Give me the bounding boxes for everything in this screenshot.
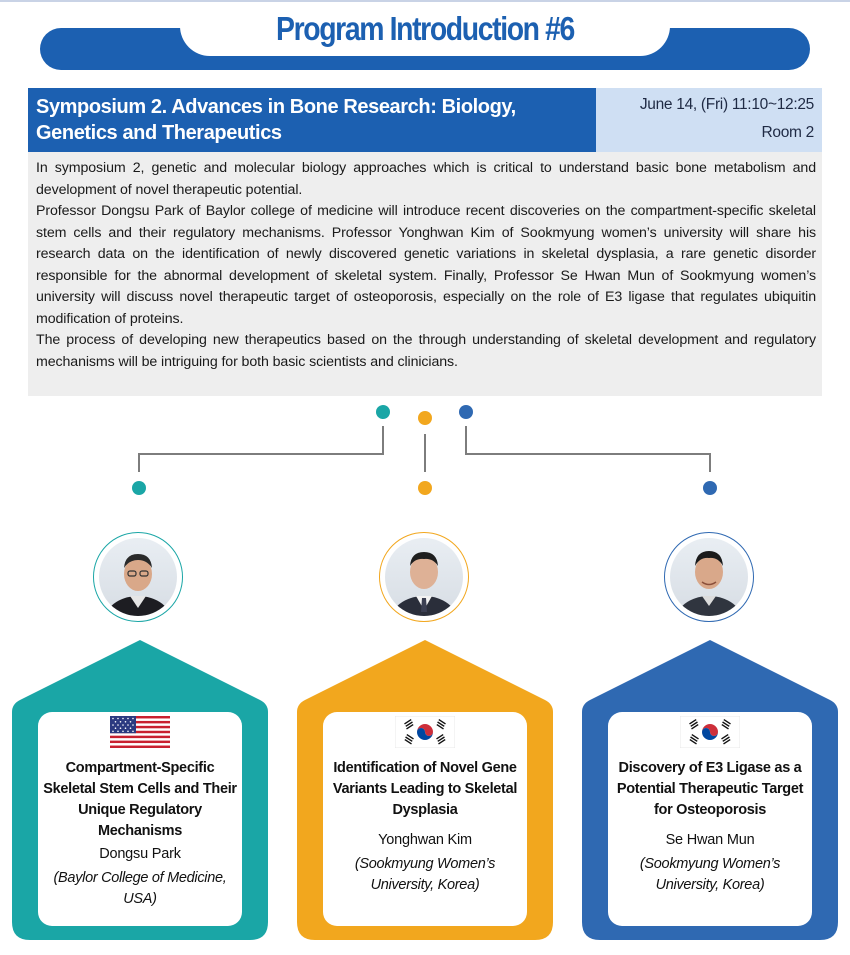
symposium-room: Room 2	[761, 124, 814, 141]
usa-flag-icon	[110, 716, 170, 748]
description-paragraph: The process of developing new therapeutics based on the through understanding of skeletal development and regulatory mechanisms will be intriguing for both basic scientists and clinicians.	[36, 332, 816, 370]
speaker-photo-se-hwan-mun	[664, 532, 754, 622]
person-icon	[385, 538, 463, 616]
speaker-name: Se Hwan Mun	[665, 832, 755, 848]
symposium-title-line2: Genetics and Therapeutics	[36, 122, 282, 144]
speaker-affiliation: (Sookmyung Women’s University, Korea)	[639, 856, 781, 893]
symposium-date: June 14, (Fri) 11:10~12:25	[639, 96, 814, 113]
person-icon	[99, 538, 177, 616]
description-paragraph: In symposium 2, genetic and molecular biology approaches which is critical to understand basic bone metabolism and development of novel therapeutic potential.	[36, 160, 816, 198]
korea-flag-icon	[395, 716, 455, 748]
speaker-photo-yonghwan-kim	[379, 532, 469, 622]
talk-title: Discovery of E3 Ligase as a Potential Therapeutic Target for Osteoporosis	[616, 760, 804, 818]
speaker-photo-dongsu-park	[93, 532, 183, 622]
speaker-card-3	[608, 712, 812, 926]
page-title: Program Introduction #6	[276, 10, 574, 47]
speaker-affiliation: (Sookmyung Women’s University, Korea)	[354, 856, 496, 893]
avatar	[670, 538, 748, 616]
description-paragraph: Professor Dongsu Park of Baylor college of medicine will introduce recent discoveries on the compartment-specific skeletal stem cells and their regulatory mechanisms. Professor Yonghwan Kim of Sookmyung women’s university will share his research data on the identification of newly discovered genetic variations in skeletal dysplasia, a rare genetic disorder responsible for the abnormal development of skeletal system. Finally, Professor Se Hwan Mun of Sookmyung women’s university will discuss novel therapeutic target of osteoporosis, especially on the role of E3 ligase that regulates ubiquitin modification of proteins.	[36, 203, 816, 327]
speaker-name: Dongsu Park	[99, 846, 181, 862]
speaker-card-1	[38, 712, 242, 926]
korea-flag-icon	[680, 716, 740, 748]
speaker-affiliation: (Baylor College of Medicine, USA)	[53, 870, 227, 907]
talk-title: Compartment-Specific Skeletal Stem Cells and Their Unique Regulatory Mechanisms	[43, 760, 237, 839]
symposium-title-line1: Symposium 2. Advances in Bone Research: Biology,	[36, 96, 516, 118]
speaker-name: Yonghwan Kim	[378, 832, 472, 848]
person-icon	[670, 538, 748, 616]
avatar	[99, 538, 177, 616]
avatar	[385, 538, 463, 616]
speaker-card-2	[323, 712, 527, 926]
talk-title: Identification of Novel Gene Variants Leading to Skeletal Dysplasia	[332, 760, 518, 818]
